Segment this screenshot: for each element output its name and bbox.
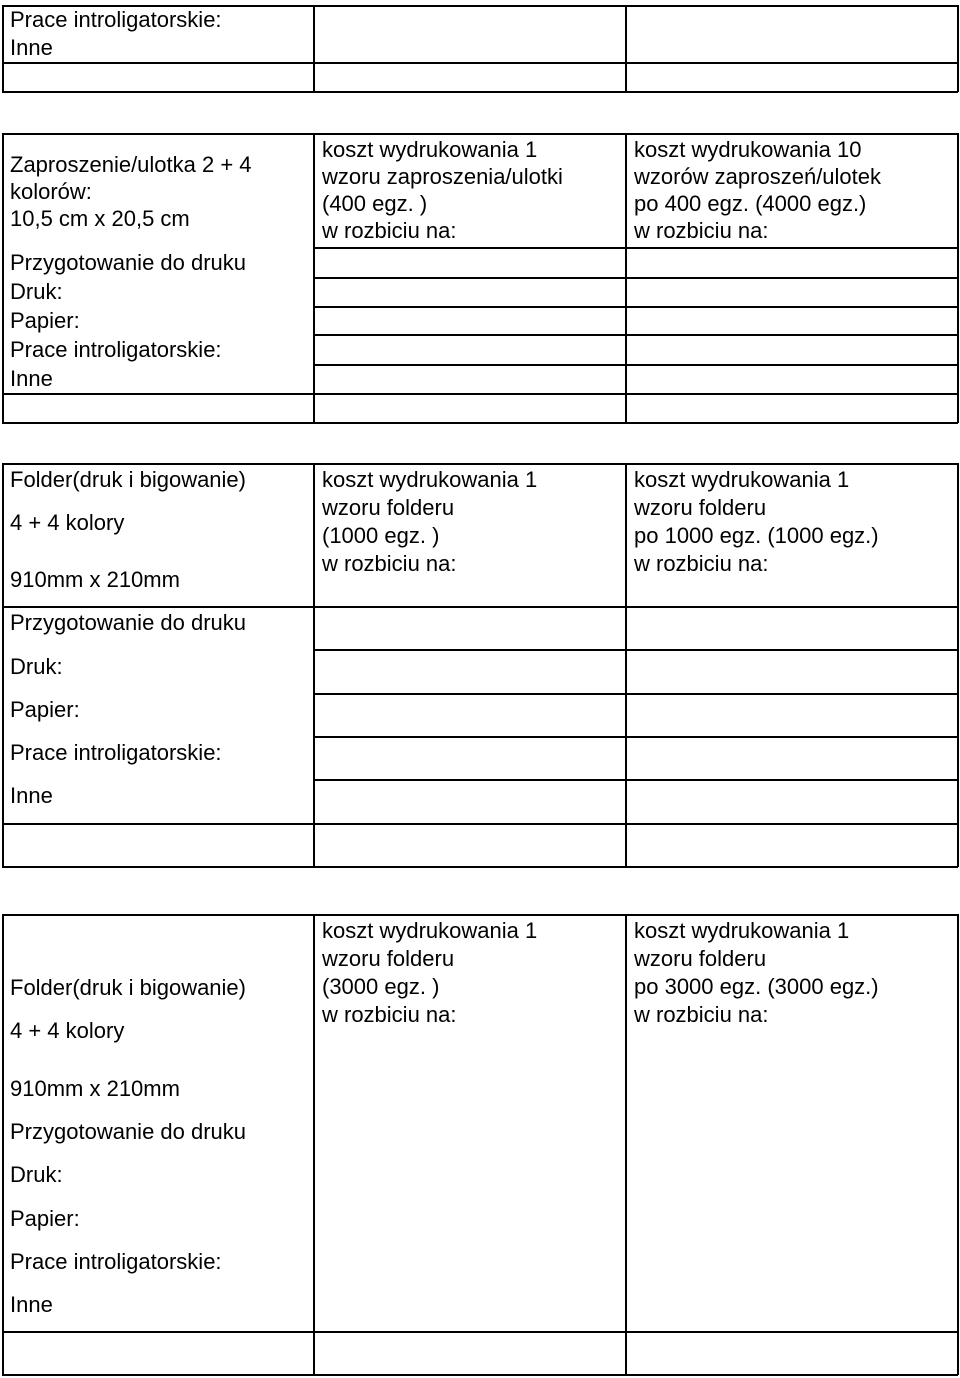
- grid-line: [957, 5, 959, 92]
- grid-line: [2, 91, 958, 93]
- product-size: 910mm x 210mm: [10, 1076, 180, 1101]
- grid-line: [314, 364, 958, 366]
- grid-line: [313, 133, 315, 423]
- row-label-print: Druk:: [10, 1162, 63, 1187]
- cost-header-line: wzoru folderu: [634, 495, 767, 520]
- grid-line: [2, 823, 958, 825]
- row-label-bindery: Prace introligatorskie:: [10, 7, 222, 32]
- row-label-other: Inne: [10, 35, 53, 60]
- grid-line: [2, 62, 958, 64]
- product-name: Folder(druk i bigowanie): [10, 467, 246, 492]
- grid-line: [2, 133, 4, 423]
- grid-line: [625, 133, 627, 423]
- row-label-bindery: Prace introligatorskie:: [10, 337, 222, 362]
- row-label-print: Druk:: [10, 654, 63, 679]
- row-label-paper: Papier:: [10, 308, 80, 333]
- cost-header-line: koszt wydrukowania 1: [322, 918, 538, 943]
- grid-line: [2, 914, 958, 916]
- cost-header-line: po 1000 egz. (1000 egz.): [634, 523, 879, 548]
- cost-header-line: po 400 egz. (4000 egz.): [634, 191, 867, 216]
- grid-line: [314, 334, 958, 336]
- grid-line: [2, 393, 958, 395]
- cost-header-line: (400 egz. ): [322, 191, 428, 216]
- cost-header-line: koszt wydrukowania 1: [322, 137, 538, 162]
- cost-header-line: w rozbiciu na:: [322, 551, 457, 576]
- row-label-other: Inne: [10, 366, 53, 391]
- cost-header-line: w rozbiciu na:: [322, 218, 457, 243]
- grid-line: [314, 247, 958, 249]
- row-label-bindery: Prace introligatorskie:: [10, 1249, 222, 1274]
- grid-line: [314, 736, 958, 738]
- cost-header-line: w rozbiciu na:: [634, 218, 769, 243]
- grid-line: [313, 5, 315, 92]
- row-label-other: Inne: [10, 1292, 53, 1317]
- cost-header-line: w rozbiciu na:: [634, 551, 769, 576]
- grid-line: [2, 866, 958, 868]
- grid-line: [314, 306, 958, 308]
- grid-line: [2, 606, 958, 608]
- product-name: Zaproszenie/ulotka 2 + 4: [10, 152, 252, 177]
- cost-header-line: wzoru folderu: [322, 946, 455, 971]
- grid-line: [314, 693, 958, 695]
- cost-header-line: (1000 egz. ): [322, 523, 440, 548]
- grid-line: [2, 133, 958, 135]
- grid-line: [2, 914, 4, 1375]
- cost-header-line: koszt wydrukowania 1: [634, 918, 850, 943]
- product-colors: 4 + 4 kolory: [10, 510, 125, 535]
- product-colors: kolorów:: [10, 179, 92, 204]
- cost-header-line: (3000 egz. ): [322, 974, 440, 999]
- grid-line: [625, 914, 627, 1375]
- grid-line: [314, 277, 958, 279]
- cost-header-line: koszt wydrukowania 1: [322, 467, 538, 492]
- grid-line: [625, 5, 627, 92]
- grid-line: [2, 1331, 958, 1333]
- product-name: Folder(druk i bigowanie): [10, 975, 246, 1000]
- cost-header-line: wzorów zaproszeń/ulotek: [634, 164, 882, 189]
- cost-header-line: wzoru folderu: [634, 946, 767, 971]
- row-label-prepress: Przygotowanie do druku: [10, 1119, 247, 1144]
- row-label-paper: Papier:: [10, 1206, 80, 1231]
- grid-line: [625, 463, 627, 867]
- grid-line: [2, 463, 958, 465]
- cost-header-line: w rozbiciu na:: [634, 1002, 769, 1027]
- cost-header-line: po 3000 egz. (3000 egz.): [634, 974, 879, 999]
- grid-line: [2, 463, 4, 867]
- grid-line: [2, 422, 958, 424]
- product-size: 910mm x 210mm: [10, 567, 180, 592]
- row-label-paper: Papier:: [10, 697, 80, 722]
- product-size: 10,5 cm x 20,5 cm: [10, 206, 190, 231]
- cost-header-line: w rozbiciu na:: [322, 1002, 457, 1027]
- grid-line: [2, 1374, 958, 1376]
- grid-line: [957, 463, 959, 867]
- grid-line: [313, 914, 315, 1375]
- grid-line: [314, 649, 958, 651]
- grid-line: [957, 133, 959, 423]
- cost-header-line: koszt wydrukowania 1: [634, 467, 850, 492]
- cost-header-line: koszt wydrukowania 10: [634, 137, 862, 162]
- row-label-print: Druk:: [10, 279, 63, 304]
- cost-header-line: wzoru zaproszenia/ulotki: [322, 164, 563, 189]
- grid-line: [957, 914, 959, 1375]
- row-label-other: Inne: [10, 783, 53, 808]
- product-colors: 4 + 4 kolory: [10, 1018, 125, 1043]
- row-label-bindery: Prace introligatorskie:: [10, 740, 222, 765]
- row-label-prepress: Przygotowanie do druku: [10, 250, 247, 275]
- row-label-prepress: Przygotowanie do druku: [10, 610, 247, 635]
- grid-line: [314, 779, 958, 781]
- cost-header-line: wzoru folderu: [322, 495, 455, 520]
- grid-line: [2, 5, 4, 92]
- grid-line: [313, 463, 315, 867]
